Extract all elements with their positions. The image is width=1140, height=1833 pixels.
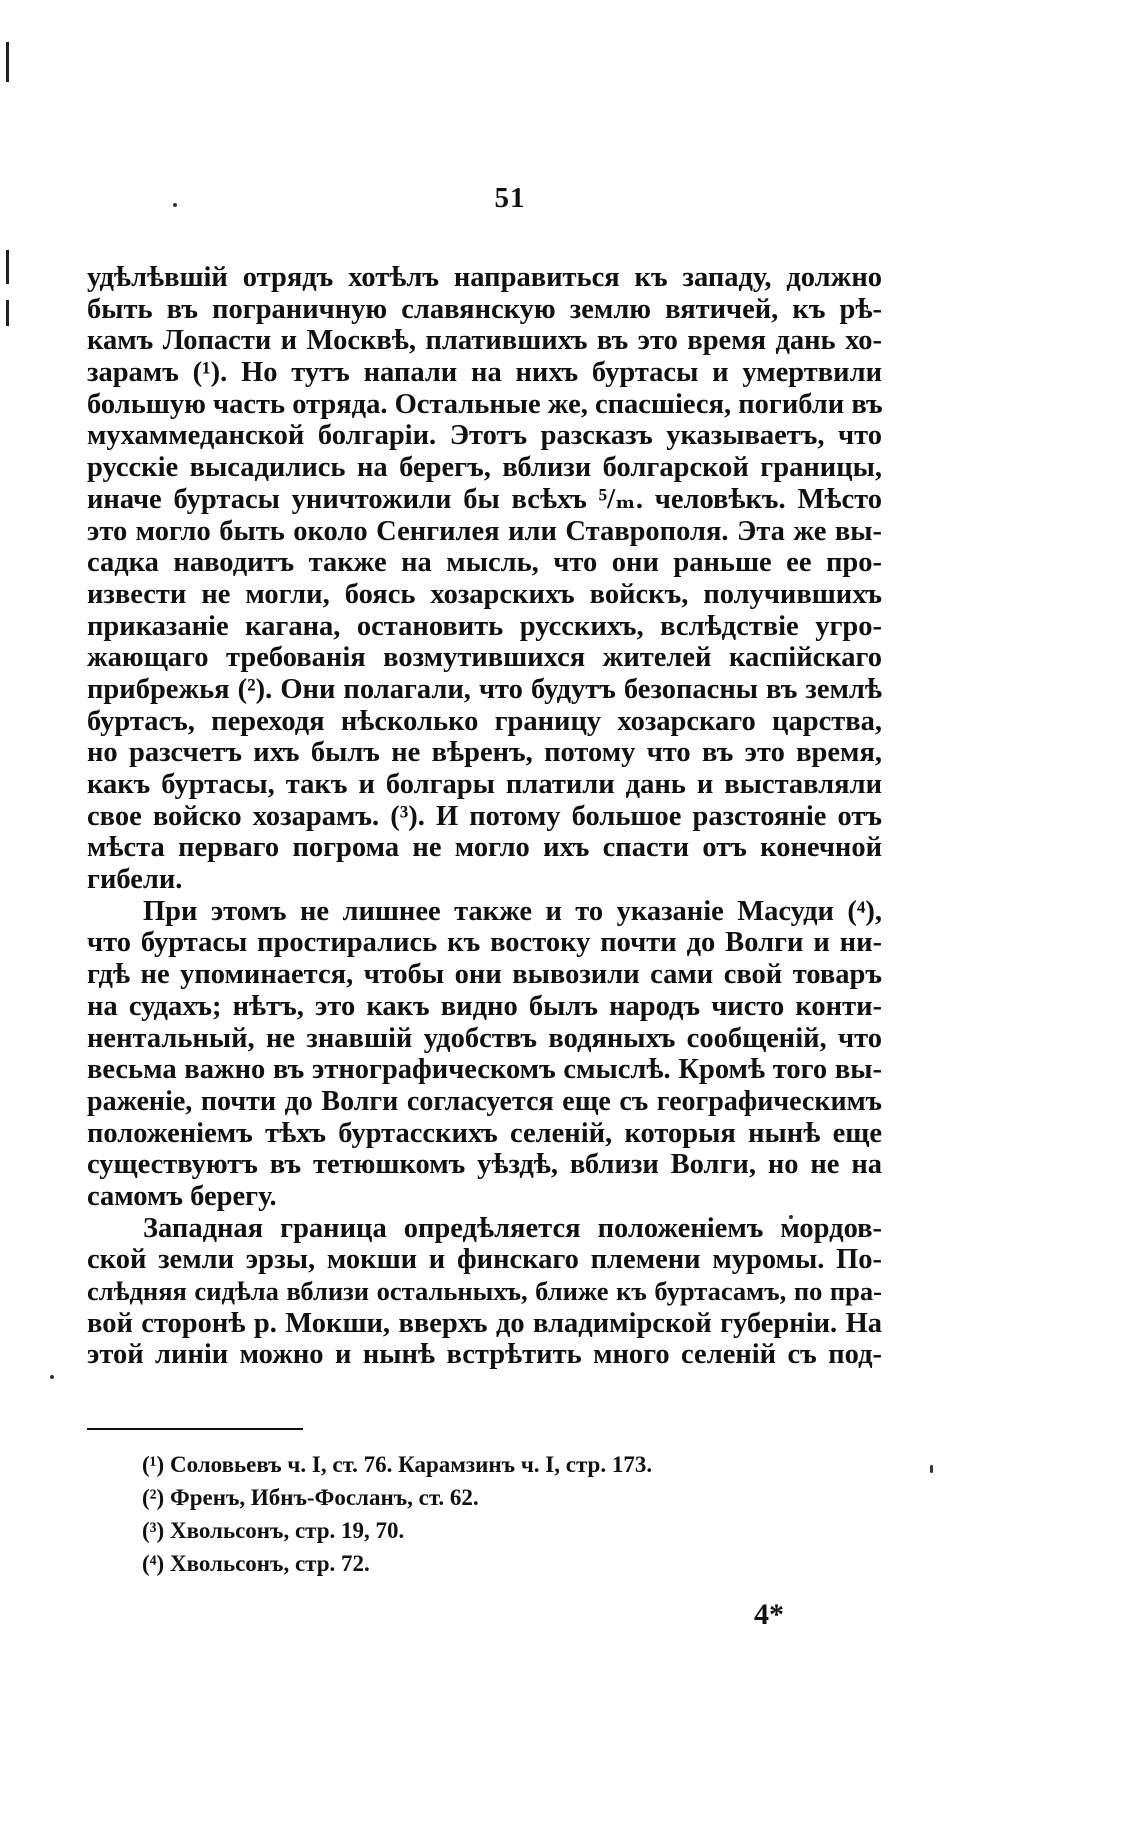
- text-line: При этомъ не лишнее также и то указаніе Масуди (⁴),: [143, 895, 882, 927]
- footnote-1: (¹) Соловьевъ ч. I, ст. 76. Карамзинъ ч. I, стр. 173.: [142, 1452, 653, 1477]
- scan-binding-mark: [6, 300, 9, 326]
- signature-mark: 4*: [754, 1598, 784, 1631]
- text-line: гдѣ не упоминается, чтобы они вывозили сами свой товаръ: [87, 959, 882, 991]
- text-line: извести не могли, боясь хозарскихъ войскъ, получившихъ: [87, 578, 882, 610]
- scan-speck: [50, 1375, 54, 1379]
- text-line: положеніемъ тѣхъ буртасскихъ селеній, которыя нынѣ еще: [87, 1117, 882, 1149]
- paragraph-1: [87, 262, 882, 896]
- text-line: быть въ пограничную славянскую землю вятичей, къ рѣ-: [87, 293, 882, 325]
- paragraph-2: [87, 896, 882, 1213]
- text-line: мухаммеданской болгаріи. Этотъ разсказъ указываетъ, что: [87, 420, 882, 452]
- text-line: удѣлѣвшій отрядъ хотѣлъ направиться къ западу, должно: [87, 262, 882, 293]
- text-line: садка наводитъ также на мысль, что они раньше ее про-: [87, 547, 882, 579]
- text-line: гибели.: [87, 864, 183, 896]
- text-line: это могло быть около Сенгилея или Ставрополя. Эта же вы-: [87, 515, 882, 547]
- text-line: зарамъ (¹). Но тутъ напали на нихъ буртасы и умертвили: [87, 357, 882, 389]
- text-line: Западная граница опредѣляется положеніемъ мордов-: [143, 1212, 882, 1244]
- text-line: мѣста перваго погрома не могло ихъ спасти отъ конечной: [87, 832, 882, 864]
- page-number: 51: [494, 182, 526, 214]
- scan-speck: [173, 203, 177, 207]
- text-line: вой сторонѣ р. Мокши, вверхъ до владимірской губерніи. На: [87, 1307, 882, 1339]
- text-line: приказаніе кагана, остановить русскихъ, вслѣдствіе угро-: [87, 610, 882, 642]
- footnotes: [142, 1448, 842, 1580]
- text-line: нентальный, не знавшій удобствъ водяныхъ сообщеній, что: [87, 1022, 882, 1054]
- text-line: слѣдняя сидѣла вблизи остальныхъ, ближе къ буртасамъ, по пра-: [87, 1276, 882, 1306]
- footnote-2: (²) Френъ, Ибнъ-Фосланъ, ст. 62.: [142, 1485, 479, 1510]
- text-line: на судахъ; нѣтъ, это какъ видно былъ народъ чисто конти-: [87, 990, 882, 1022]
- text-line: жающаго требованія возмутившихся жителей каспійскаго: [87, 642, 882, 674]
- footnote-divider: [87, 1428, 303, 1430]
- text-line: какъ буртасы, такъ и болгары платили дань и выставляли: [87, 769, 882, 800]
- text-line: этой линіи можно и нынѣ встрѣтить много селеній съ под-: [87, 1339, 882, 1371]
- text-line: иначе буртасы уничтожили бы всѣхъ ⁵/ₘ. человѣкъ. Мѣсто: [87, 483, 882, 515]
- text-line: русскіе высадились на берегъ, вблизи болгарской границы,: [87, 452, 882, 484]
- text-line: раженіе, почти до Волги согласуется еще съ географическимъ: [87, 1085, 882, 1117]
- text-line: большую часть отряда. Остальные же, спасшіеся, погибли въ: [87, 388, 883, 420]
- text-line: самомъ берегу.: [87, 1180, 277, 1212]
- text-line: но разсчетъ ихъ былъ не вѣренъ, потому что въ это время,: [87, 737, 882, 769]
- text-line: камъ Лопасти и Москвѣ, платившихъ въ это время дань хо-: [87, 325, 882, 357]
- text-line: буртасъ, переходя нѣсколько границу хозарскаго царства,: [87, 705, 882, 737]
- text-line: свое войско хозарамъ. (³). И потому большое разстояніе отъ: [87, 800, 882, 832]
- scan-speck: [930, 1465, 933, 1473]
- text-line: ской земли эрзы, мокши и финскаго племени муромы. По-: [87, 1244, 882, 1276]
- scan-binding-mark: [6, 42, 9, 82]
- scan-binding-mark: [6, 250, 9, 284]
- text-line: что буртасы простирались къ востоку почти до Волги и ни-: [87, 927, 882, 959]
- footnote-4: (⁴) Хвольсонъ, стр. 72.: [142, 1551, 370, 1576]
- footnote-3: (³) Хвольсонъ, стр. 19, 70.: [142, 1518, 405, 1543]
- body-text: [87, 262, 882, 1371]
- text-line: прибрежья (²). Они полагали, что будутъ безопасны въ землѣ: [87, 673, 882, 705]
- text-line: весьма важно въ этнографическомъ смыслѣ. Кромѣ того вы-: [87, 1054, 882, 1086]
- paragraph-3: [87, 1213, 882, 1371]
- text-line: существуютъ въ тетюшкомъ уѣздѣ, вблизи Волги, но не на: [87, 1149, 882, 1181]
